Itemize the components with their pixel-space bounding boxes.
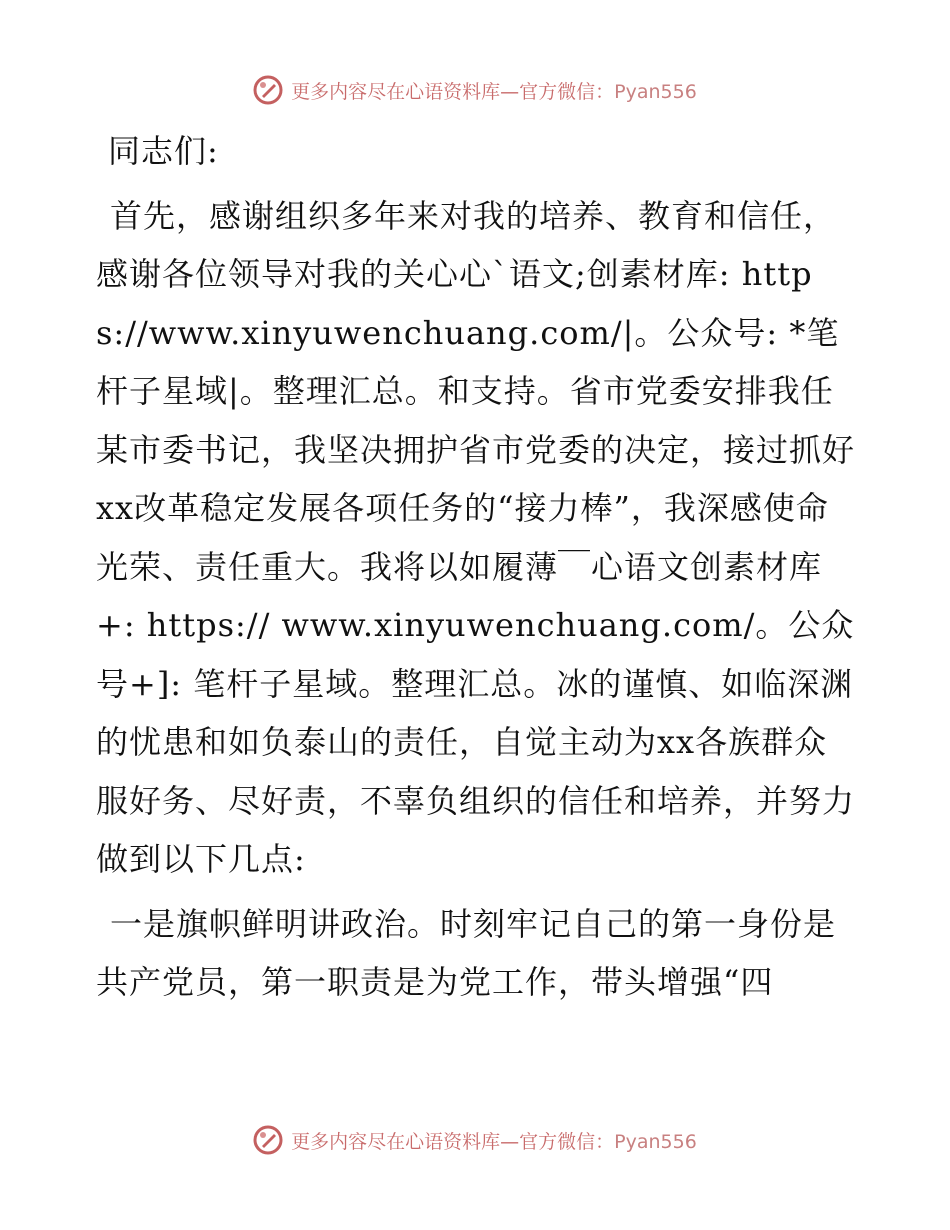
watermark-handle: Pyan556 [614, 1130, 697, 1153]
document-body [96, 122, 856, 1012]
footer-watermark [0, 1120, 950, 1160]
header-watermark [0, 70, 950, 110]
greeting: 同志们: [108, 132, 219, 170]
paragraph-1: 首先，感谢组织多年来对我的培养、教育和信任，感谢各位领导对我的关心心`语文;创素材库: https://www.xinyuwenchuang.com/|。公众号: *笔杆子星域|。整理汇总。和支持。省市党委安排我任某市委书记，我坚决拥护省市党委的决定，接过抓好xx改革稳定发展各项任务的“接力棒”，我深感使命光荣、责任重大。我将以如履薄￣心语文创素材库+: https:// www.xinyuwenchuang.com/。公众号+]: 笔杆子星域。整理汇总。冰的谨慎、如临深渊的忧患和如负泰山的责任，自觉主动为xx各族群众服好务、尽好责，不辜负组织的信任和培养，并努力做到以下几点: [96, 196, 856, 878]
watermark-handle: Pyan556 [614, 80, 697, 103]
watermark-brand: 更多内容尽在心语资料库—官方微信： [291, 80, 615, 103]
paragraph-2: 一是旗帜鲜明讲政治。时刻牢记自己的第一身份是共产党员，第一职责是为党工作，带头增强“四 [96, 904, 837, 1001]
watermark-text [291, 77, 697, 104]
quill-seal-icon [253, 1125, 283, 1155]
quill-seal-icon [253, 75, 283, 105]
watermark-brand: 更多内容尽在心语资料库—官方微信： [291, 1130, 615, 1153]
watermark-text [291, 1127, 697, 1154]
